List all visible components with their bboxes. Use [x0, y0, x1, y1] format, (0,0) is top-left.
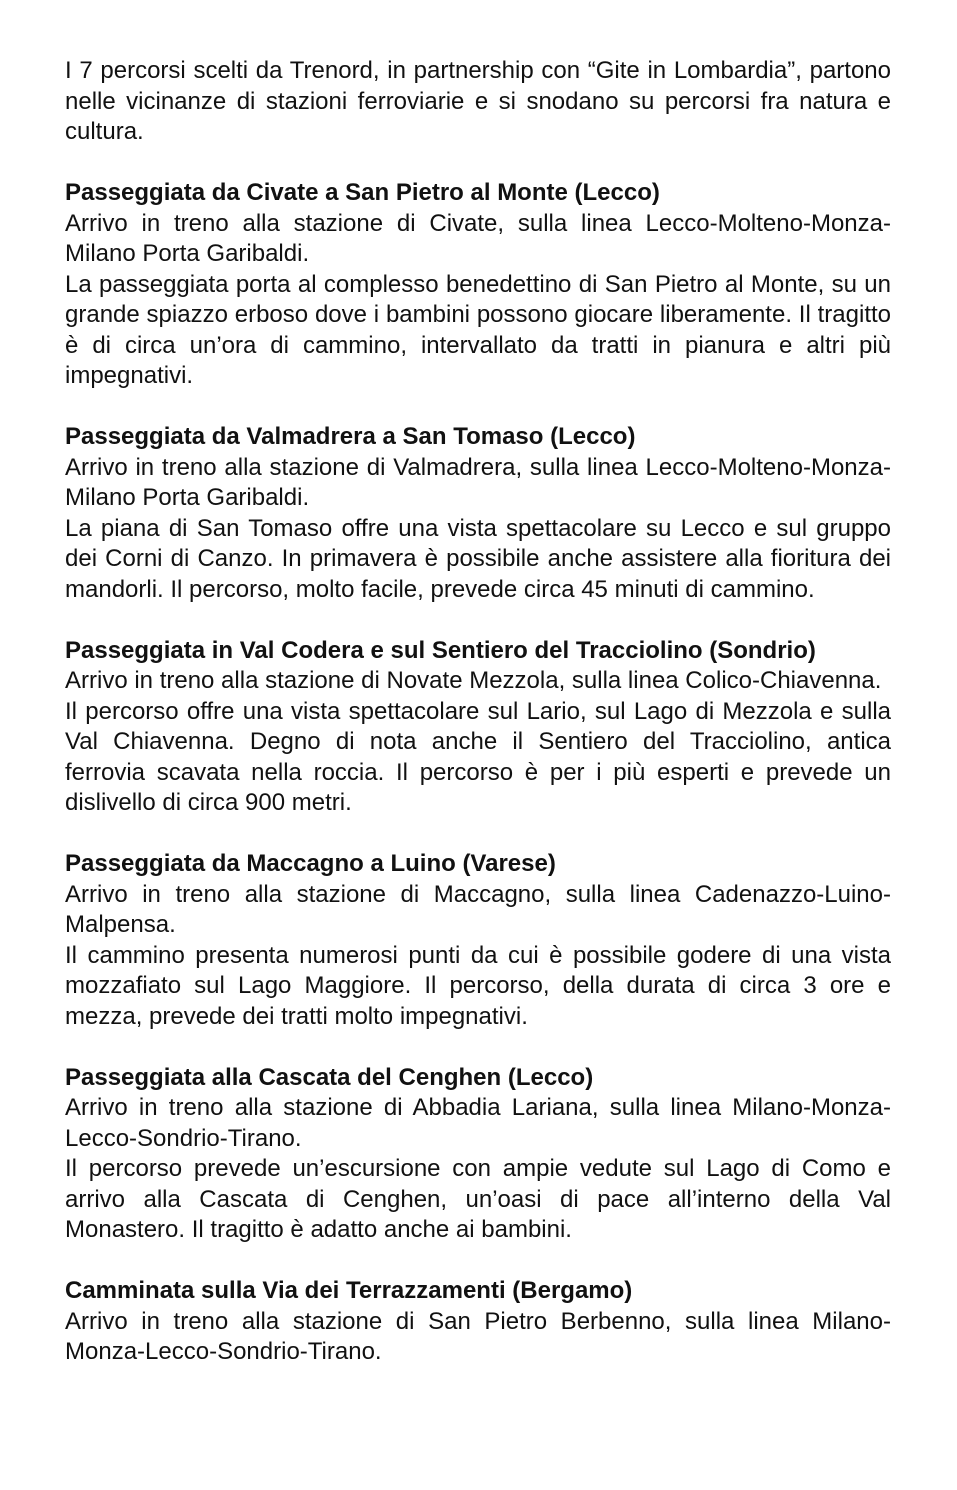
section-title: Camminata sulla Via dei Terrazzamenti (Bergamo): [65, 1277, 633, 1304]
intro-paragraph: I 7 percorsi scelti da Trenord, in partnership con “Gite in Lombardia”, partono nelle vicinanze di stazioni ferroviarie e si snodano su percorsi fra natura e cultura.: [65, 57, 891, 145]
section-arrival: Arrivo in treno alla stazione di Maccagno, sulla linea Cadenazzo-Luino-Malpensa.: [65, 880, 891, 938]
section-arrival: Arrivo in treno alla stazione di Novate Mezzola, sulla linea Colico-Chiavenna.: [65, 667, 882, 694]
section-description: La piana di San Tomaso offre una vista spettacolare su Lecco e sul gruppo dei Corni di Canzo. In primavera è possibile anche assistere alla fioritura dei mandorli. Il percorso, molto facile, prevede circa 45 minuti di cammino.: [65, 514, 891, 603]
section-title: Passeggiata da Civate a San Pietro al Monte (Lecco): [65, 179, 660, 206]
section-arrival: Arrivo in treno alla stazione di Abbadia Lariana, sulla linea Milano-Monza-Lecco-Sondrio-Tirano.: [65, 1094, 891, 1152]
section-description: La passeggiata porta al complesso benedettino di San Pietro al Monte, su un grande spiazzo erboso dove i bambini possono giocare liberamente. Il tragitto è di circa un’ora di cammino, intervallato da tratti in pianura e altri più impegnativi.: [65, 270, 891, 389]
section-title: Passeggiata da Maccagno a Luino (Varese): [65, 850, 556, 877]
section-terrazzamenti: [65, 1276, 891, 1368]
section-description: Il percorso prevede un’escursione con ampie vedute sul Lago di Como e arrivo alla Cascata di Cenghen, un’oasi di pace all’interno della Val Monastero. Il tragitto è adatto anche ai bambini.: [65, 1155, 891, 1243]
section-description: Il percorso offre una vista spettacolare sul Lario, sul Lago di Mezzola e sulla Val Chiavenna. Degno di nota anche il Sentiero del Tracciolino, antica ferrovia scavata nella roccia. Il percorso è per i più esperti e prevede un dislivello di circa 900 metri.: [65, 697, 891, 816]
section-valmadrera: [65, 422, 891, 605]
section-maccagno: [65, 849, 891, 1032]
section-cenghen: [65, 1063, 891, 1246]
section-arrival: Arrivo in treno alla stazione di Civate, sulla linea Lecco-Molteno-Monza-Milano Porta Garibaldi.: [65, 209, 891, 267]
section-val-codera: [65, 636, 891, 819]
section-title: Passeggiata in Val Codera e sul Sentiero del Tracciolino (Sondrio): [65, 636, 816, 664]
section-civate: [65, 178, 891, 392]
section-arrival: Arrivo in treno alla stazione di San Pietro Berbenno, sulla linea Milano-Monza-Lecco-Sondrio-Tirano.: [65, 1307, 891, 1365]
document-page: [65, 56, 891, 1368]
section-title: Passeggiata alla Cascata del Cenghen (Lecco): [65, 1063, 594, 1091]
section-title: Passeggiata da Valmadrera a San Tomaso (Lecco): [65, 423, 636, 450]
section-description: Il cammino presenta numerosi punti da cui è possibile godere di una vista mozzafiato sul Lago Maggiore. Il percorso, della durata di circa 3 ore e mezza, prevede dei tratti molto impegnativi.: [65, 941, 891, 1030]
section-arrival: Arrivo in treno alla stazione di Valmadrera, sulla linea Lecco-Molteno-Monza-Milano Porta Garibaldi.: [65, 453, 891, 511]
